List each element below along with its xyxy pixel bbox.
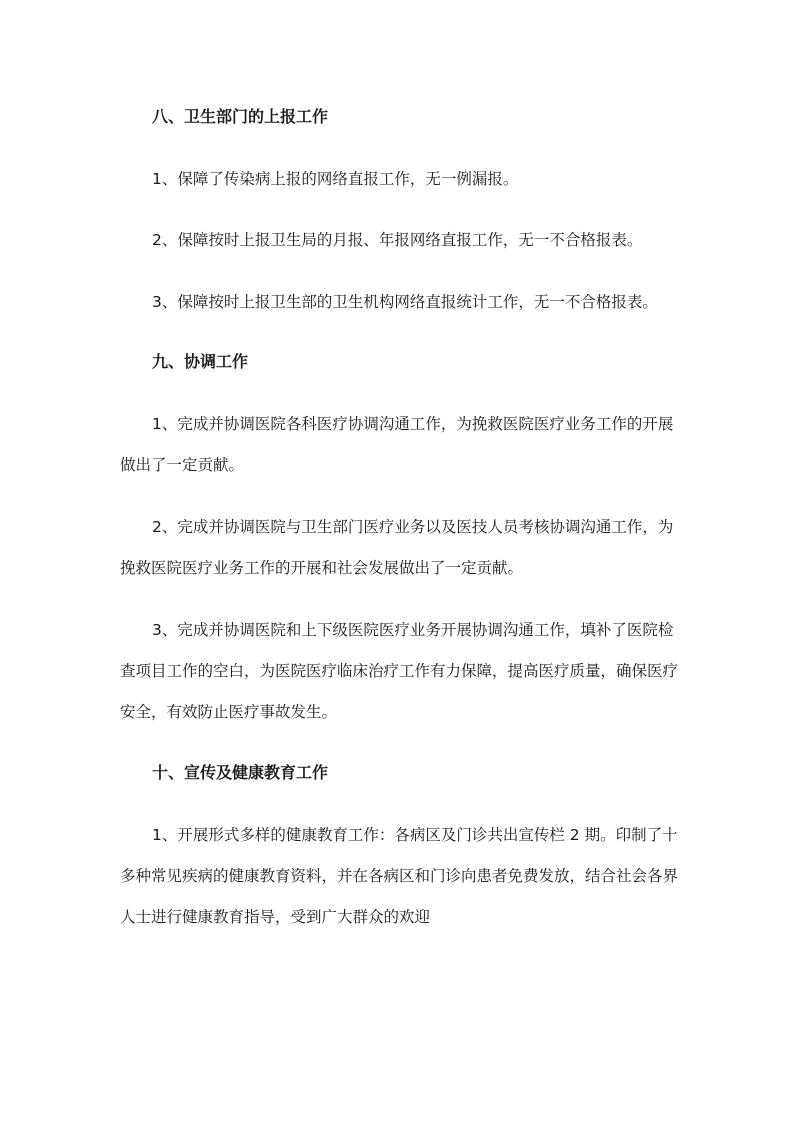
paragraph: 3、完成并协调医院和上下级医院医疗业务开展协调沟通工作，填补了医院检查项目工作的空白，为医院医疗临床治疗工作有力保障，提高医疗质量，确保医疗安全，有效防止医疗事故发生。 (120, 621, 679, 721)
paragraph: 2、保障按时上报卫生局的月报、年报网络直报工作，无一不合格报表。 (152, 231, 643, 249)
paragraph: 1、开展形式多样的健康教育工作：各病区及门诊共出宣传栏 2 期。印制了十多种常见疾病的健康教育资料，并在各病区和门诊向患者免费发放，结合社会各界人士进行健康教育指导，受到广大群众的欢迎 (120, 826, 679, 926)
section-heading-10: 十、宣传及健康教育工作 (152, 763, 329, 782)
paragraph: 2、完成并协调医院与卫生部门医疗业务以及医技人员考核协调沟通工作，为挽救医院医疗业务工作的开展和社会发展做出了一定贡献。 (120, 518, 674, 577)
paragraph: 3、保障按时上报卫生部的卫生机构网络直报统计工作，无一不合格报表。 (152, 293, 658, 311)
section-heading-9: 九、协调工作 (152, 352, 249, 371)
section-heading-8: 八、卫生部门的上报工作 (152, 107, 329, 126)
paragraph: 1、完成并协调医院各科医疗协调沟通工作，为挽救医院医疗业务工作的开展做出了一定贡献。 (120, 415, 674, 474)
paragraph: 1、保障了传染病上报的网络直报工作，无一例漏报。 (152, 170, 519, 188)
